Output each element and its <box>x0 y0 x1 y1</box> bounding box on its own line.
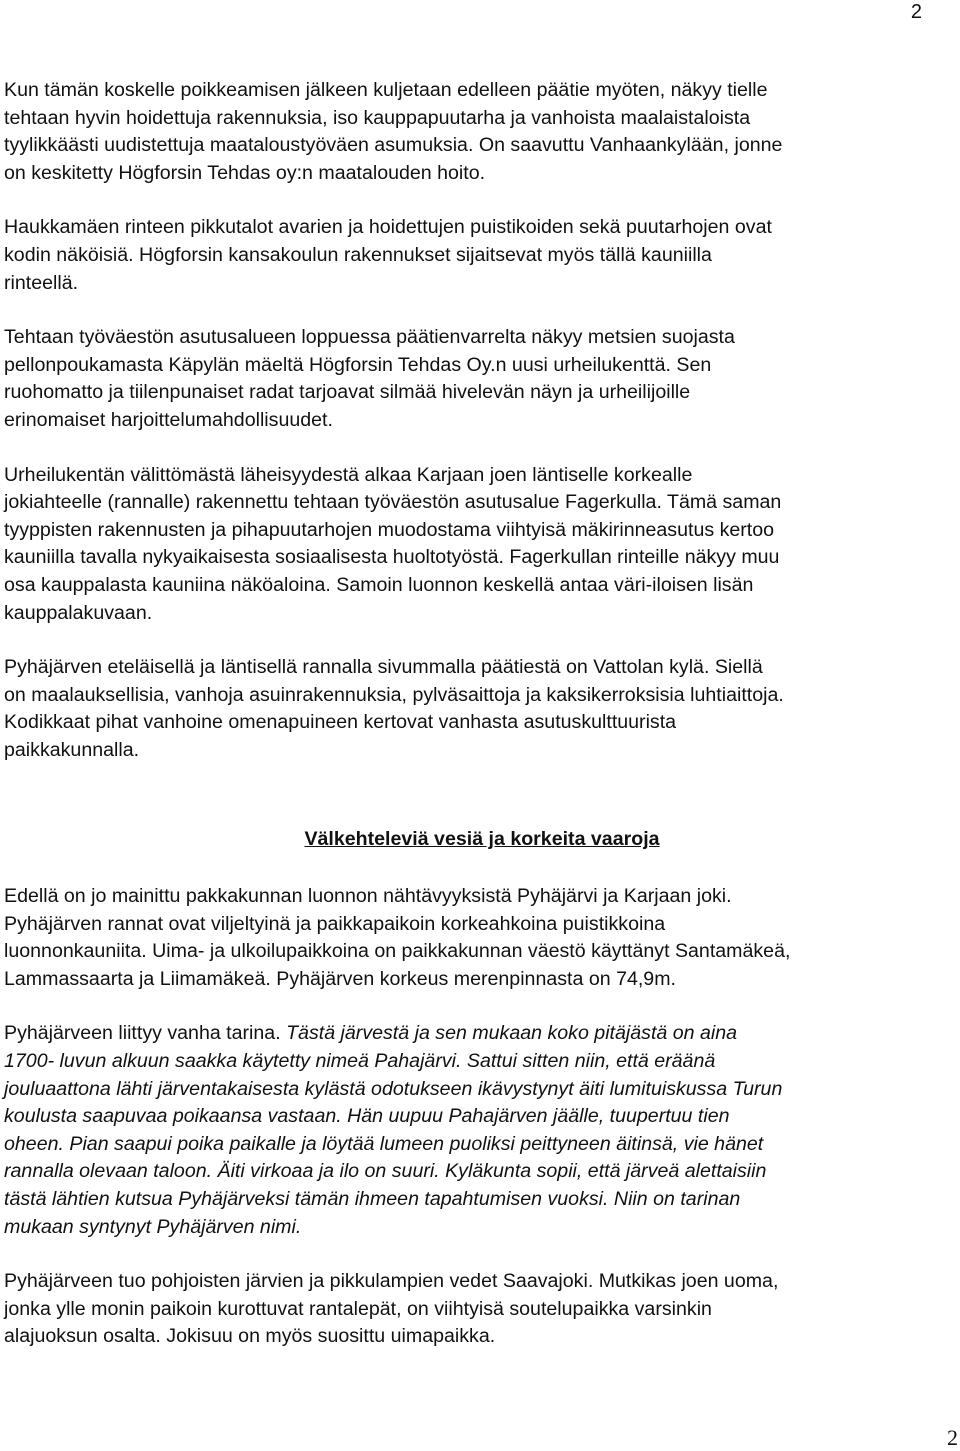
section-heading-wrapper <box>4 826 956 854</box>
paragraph-urheilukentta: Tehtaan työväestön asutusalueen loppuessa päätienvarrelta näkyy metsien suojasta pellonpoukamasta Käpylän mäeltä Högforsin Tehdas Oy.n uusi urheilukenttä. Sen ruohomatto ja tiilenpunaiset radat tarjoavat silmää hivelevän näyn ja urheilijoille erinomaiset harjoittelumahdollisuudet. <box>4 326 735 431</box>
paragraph-gap <box>4 297 956 324</box>
document-body <box>4 77 956 1351</box>
paragraph-vanhankyla: Kun tämän koskelle poikkeamisen jälkeen kuljetaan edelleen päätie myöten, näkyy tielle tehtaan hyvin hoidettuja rakennuksia, iso kauppapuutarha ja vanhoista maalaistaloista tyylikkäästi uudistettuja maataloustyöväen asumuksia. On saavuttu Vanhaankylään, jonne on keskitetty Högforsin Tehdas oy:n maatalouden hoito. <box>4 79 783 184</box>
paragraph-gap <box>4 993 956 1020</box>
paragraph-gap <box>4 1241 956 1268</box>
paragraph-vattola: Pyhäjärven eteläisellä ja läntisellä rannalla sivummalla päätiestä on Vattolan kylä. Siellä on maalauksellisia, vanhoja asuinrakennuksia, pylväsaittoja ja kaksikerroksisia luhtiaittoja. Kodikkaat pihat vanhoine omenapuineen kertovat vanhasta asutuskulttuurista paikkakunnalla. <box>4 656 784 761</box>
tarina-legend: Tästä järvestä ja sen mukaan koko pitäjästä on aina 1700- luvun alkuun saakka käytetty nimeä Pahajärvi. Sattui sitten niin, että eräänä jouluaattona lähti järventakaisesta kylästä odotukseen ikävystynyt äiti lumituiskussa Turun koulusta saapuvaa poikaansa vastaan. Hän uupuu Pahajärven jäälle, tuupertuu tien oheen. Pian saapui poika paikalle ja löytää lumeen puoliksi peittyneen äitinsä, vie hänet rannalla olevaan taloon. Äiti virkoaa ja ilo on suuri. Kyläkunta sopii, että järveä alettaisiin tästä lähtien kutsua Pyhäjärveksi tämän ihmeen tapahtumisen vuoksi. Niin on tarinan mukaan syntynyt Pyhäjärven nimi. <box>4 1022 783 1238</box>
paragraph-tarina <box>4 1020 956 1241</box>
page-number-top: 2 <box>910 1 922 23</box>
paragraph-gap <box>4 435 956 462</box>
page-number-bottom: 2 <box>947 1425 958 1450</box>
paragraph-fagerkulla: Urheilukentän välittömästä läheisyydestä alkaa Karjaan joen läntiselle korkealle jokiahteelle (rannalle) rakennettu tehtaan työväestön asutusalue Fagerkulla. Tämä saman tyyppisten rakennusten ja pihapuutarhojen muodostama viihtyisä mäkirinneasutus kertoo kauniilla tavalla nykyaikaisesta sosiaalisesta huoltotyöstä. Fagerkullan rinteille näkyy muu osa kauppalasta kauniina näköaloina. Samoin luonnon keskellä antaa väri-iloisen lisän kauppalakuvaan. <box>4 463 782 624</box>
paragraph-gap <box>4 627 956 654</box>
paragraph-gap <box>4 187 956 214</box>
tarina-intro: Pyhäjärveen liittyy vanha tarina. <box>4 1022 287 1045</box>
paragraph-saavajoki: Pyhäjärveen tuo pohjoisten järvien ja pikkulampien vedet Saavajoki. Mutkikas joen uoma, jonka ylle monin paikoin kurottuvat rantalepät, on viihtyisä soutelupaikka varsinkin alajuoksun osalta. Jokisuu on myös suosittu uimapaikka. <box>4 1270 779 1348</box>
heading-gap <box>4 854 956 883</box>
paragraph-pyhajarvi: Edellä on jo mainittu pakkakunnan luonnon nähtävyyksistä Pyhäjärvi ja Karjaan joki. Pyhäjärven rannat ovat viljeltyinä ja paikkapaikoin korkeahkoina puistikkoina luonnonkauniita. Uima- ja ulkoilupaikkoina on paikkakunnan väestö käyttänyt Santamäkeä, Lammassaarta ja Liimamäkeä. Pyhäjärven korkeus merenpinnasta on 74,9m. <box>4 885 791 990</box>
section-gap <box>4 764 956 826</box>
section-heading: Välkehteleviä vesiä ja korkeita vaaroja <box>304 828 660 851</box>
paragraph-haukkamaki: Haukkamäen rinteen pikkutalot avarien ja hoidettujen puistikoiden sekä puutarhojen ovat kodin näköisiä. Högforsin kansakoulun rakennukset sijaitsevat myös tällä kauniilla rinteellä. <box>4 216 772 294</box>
